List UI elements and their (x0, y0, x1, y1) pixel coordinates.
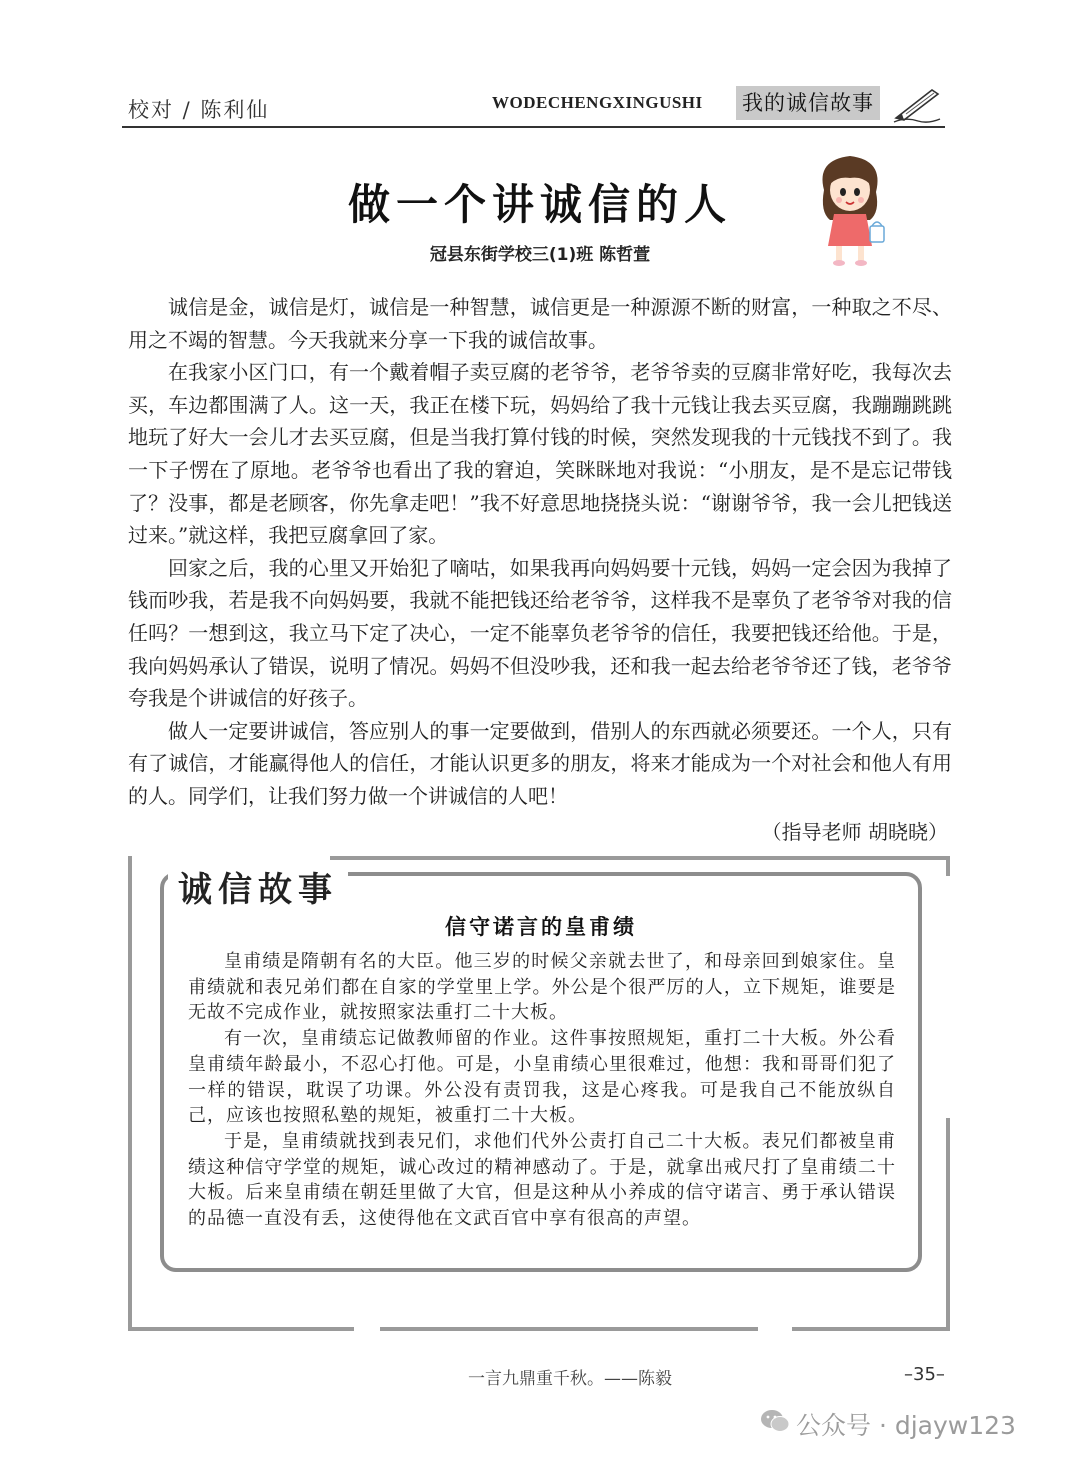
frame-line (380, 1327, 758, 1331)
cartoon-girl-illustration (806, 150, 894, 270)
story-title: 信守诺言的皇甫绩 (445, 914, 637, 939)
watermark-text: 公众号 · djayw123 (796, 1411, 1016, 1440)
frame-line (128, 856, 132, 1331)
article-paragraph: 在我家小区门口，有一个戴着帽子卖豆腐的老爷爷，老爷爷卖的豆腐非常好吃，我每次去买，车边都围满了人。这一天，我正在楼下玩，妈妈给了我十元钱让我去买豆腐，我蹦蹦跳跳地玩了好大一会儿才去买豆腐，但是当我打算付钱的时候，突然发现我的十元钱找不到了。我一下子愣在了原地。老爷爷也看出了我的窘迫，笑眯眯地对我说：“小朋友，是不是忘记带钱了？没事，都是老顾客，你先拿走吧！”我不好意思地挠挠头说：“谢谢爷爷，我一会儿把钱送过来。”就这样，我把豆腐拿回了家。 (128, 360, 952, 548)
story-section-label: 诚信故事 (168, 862, 348, 911)
article-title: 做一个讲诚信的人 (347, 180, 732, 229)
article-body (128, 291, 952, 813)
article-paragraph: 回家之后，我的心里又开始犯了嘀咕，如果我再向妈妈要十元钱，妈妈一定会因为我掉了钱而吵我，若是我不向妈妈要，我就不能把钱还给老爷爷，这样我不是辜负了老爷爷对我的信任吗？一想到这，我立马下定了决心，一定不能辜负老爷爷的信任，我要把钱还给他。于是，我向妈妈承认了错误，说明了情况。妈妈不但没吵我，还和我一起去给老爷爷还了钱，老爷爷夸我是个讲诚信的好孩子。 (128, 555, 952, 711)
frame-line (946, 856, 950, 876)
teacher-credit: （指导老师 胡晓晓） (761, 820, 948, 844)
article-paragraph: 诚信是金，诚信是灯，诚信是一种智慧，诚信更是一种源源不断的财富，一种取之不尽、用之不竭的智慧。今天我就来分享一下我的诚信故事。 (128, 295, 952, 352)
story-paragraph: 皇甫绩是隋朝有名的大臣。他三岁的时候父亲就去世了，和母亲回到娘家住。皇甫绩就和表兄弟们都在自家的学堂里上学。外公是个很严厉的人，立下规矩，谁要是无故不完成作业，就按照家法重打二十大板。 (188, 951, 896, 1024)
column-roman-title: WODECHENGXINGUSHI (492, 93, 703, 112)
proofreader-credit: 校对 / 陈利仙 (128, 98, 270, 122)
story-paragraph: 于是，皇甫绩就找到表兄们，求他们代外公责打自己二十大板。表兄们都被皇甫绩这种信守学堂的规矩，诚心改过的精神感动了。于是，就拿出戒尺打了皇甫绩二十大板。后来皇甫绩在朝廷里做了大官，但是这种从小养成的信守诺言、勇于承认错误的品德一直没有丢，这使得他在文武百官中享有很高的声望。 (188, 1130, 896, 1230)
footer-quote: 一言九鼎重千秋。——陈毅 (468, 1369, 672, 1389)
frame-line (330, 856, 950, 860)
frame-line (946, 1118, 950, 1331)
article-byline: 冠县东街学校三(1)班 陈哲萱 (429, 245, 651, 265)
wechat-icon (760, 1408, 790, 1434)
article-paragraph: 做人一定要讲诚信，答应别人的事一定要做到，借别人的东西就必须要还。一个人，只有有了诚信，才能赢得他人的信任，才能认识更多的朋友，将来才能成为一个对社会和他人有用的人。同学们，让我们努力做一个讲诚信的人吧！ (128, 718, 952, 808)
frame-line (792, 1327, 950, 1331)
column-title-tag: 我的诚信故事 (736, 86, 880, 120)
page-number: –35– (904, 1364, 945, 1385)
header-rule (122, 126, 945, 128)
pen-icon (892, 84, 942, 124)
story-body (188, 949, 896, 1232)
frame-line (128, 1327, 354, 1331)
story-paragraph: 有一次，皇甫绩忘记做教师留的作业。这件事按照规矩，重打二十大板。外公看皇甫绩年龄最小，不忍心打他。可是，小皇甫绩心里很难过，他想：我和哥哥们犯了一样的错误，耽误了功课。外公没有责罚我，这是心疼我。可是我自己不能放纵自己，应该也按照私塾的规矩，被重打二十大板。 (188, 1028, 896, 1127)
